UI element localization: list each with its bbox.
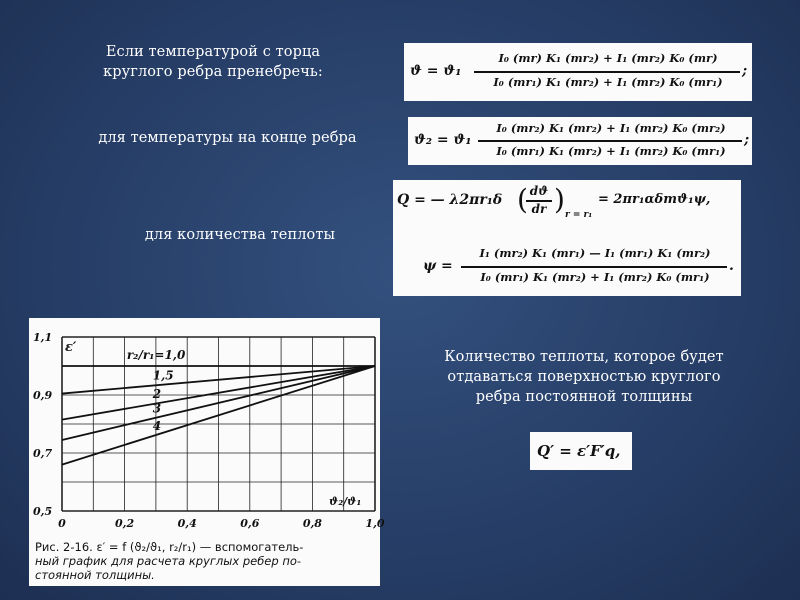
series-label-5: 4 — [152, 419, 162, 434]
formula-3-paren-left: ( — [517, 183, 528, 216]
formula-3-deriv-den: dr — [531, 202, 547, 216]
neglect-heading — [58, 42, 368, 82]
series-label-1: r₂/r₁=1,0 — [126, 348, 186, 362]
right-description — [398, 347, 770, 407]
formula-1-lhs: ϑ = ϑ₁ — [410, 63, 462, 79]
formula-3-psi-bar — [461, 266, 727, 268]
formula-2-tail: ; — [744, 132, 750, 148]
caption-line2: ный график для расчета круглых ребер по- — [35, 554, 302, 568]
formula-3-paren-right: ) — [554, 183, 565, 216]
formula-2-numerator: I₀ (mr₂) K₁ (mr₂) + I₁ (mr₂) K₀ (mr₂) — [496, 121, 726, 135]
x-tick-label: 0,6 — [240, 517, 260, 530]
formula-2-lhs: ϑ₂ = ϑ₁ — [414, 132, 472, 148]
series-label-2: 1,5 — [152, 368, 174, 383]
formula-3-q-lhs: Q = — λ2πr₁δ — [397, 192, 503, 208]
formula-3-psi-denominator: I₀ (mr₁) K₁ (mr₂) + I₁ (mr₂) K₀ (mr₁) — [480, 270, 710, 284]
formula-3-deriv-num: dϑ — [529, 184, 549, 198]
right-line1: Количество теплоты, которое будет — [444, 349, 724, 365]
heat-amount-label: для количества теплоты — [144, 227, 336, 243]
caption-line3: стоянной толщины. — [35, 568, 155, 582]
formula-3-panel — [393, 180, 741, 296]
y-tick-label: 0,9 — [33, 389, 53, 402]
x-axis-label: ϑ₂/ϑ₁ — [329, 495, 362, 508]
formula-1-panel — [404, 43, 752, 101]
series-label-4: 3 — [152, 401, 162, 416]
formula-3-psi-tail: . — [729, 258, 734, 274]
formula-1-bar — [474, 71, 740, 73]
y-tick-label: 0,7 — [33, 447, 53, 460]
chart-panel — [29, 318, 385, 586]
formula-2-panel — [408, 117, 752, 165]
formula-3-q-rhs: = 2πr₁αδmϑ₁ψ, — [598, 192, 711, 207]
formula-3-subscript: r = r₁ — [565, 210, 593, 220]
formula-1-numerator: I₀ (mr) K₁ (mr₂) + I₁ (mr₂) K₀ (mr) — [498, 51, 718, 65]
end-temp-label: для температуры на конце ребра — [98, 130, 357, 146]
formula-1-denominator: I₀ (mr₁) K₁ (mr₂) + I₁ (mr₂) K₀ (mr₁) — [493, 75, 723, 89]
x-tick-label: 0,2 — [115, 517, 135, 530]
x-tick-label: 0,4 — [177, 517, 197, 530]
neglect-line2: круглого ребра пренебречь: — [103, 64, 323, 80]
formula-2-bar — [478, 140, 742, 142]
y-tick-label: 0,5 — [33, 505, 53, 518]
formula-1-tail: ; — [742, 63, 748, 79]
neglect-line1: Если температурой с торца — [105, 44, 321, 60]
x-tick-label: 1,0 — [365, 517, 385, 530]
x-tick-label: 0,8 — [302, 517, 322, 530]
formula-3-psi-lhs: ψ = — [423, 258, 453, 274]
formula-4-text: Q′ = ε′F′q, — [537, 442, 621, 460]
caption-line1: Рис. 2-16. ε′ = f (ϑ₂/ϑ₁, r₂/r₁) — вспомогатель- — [35, 540, 304, 554]
chart-caption — [35, 540, 377, 582]
y-axis-label: ε′ — [65, 340, 77, 355]
right-line2: отдаваться поверхностью круглого — [447, 369, 721, 385]
formula-2-denominator: I₀ (mr₁) K₁ (mr₂) + I₁ (mr₂) K₀ (mr₁) — [496, 144, 726, 158]
right-line3: ребра постоянной толщины — [475, 389, 693, 405]
x-tick-label: 0 — [58, 517, 66, 530]
y-tick-label: 1,1 — [33, 331, 53, 344]
formula-4-panel — [530, 432, 632, 470]
formula-3-psi-numerator: I₁ (mr₂) K₁ (mr₁) — I₁ (mr₁) K₁ (mr₂) — [479, 246, 711, 260]
series-label-3: 2 — [152, 387, 162, 402]
